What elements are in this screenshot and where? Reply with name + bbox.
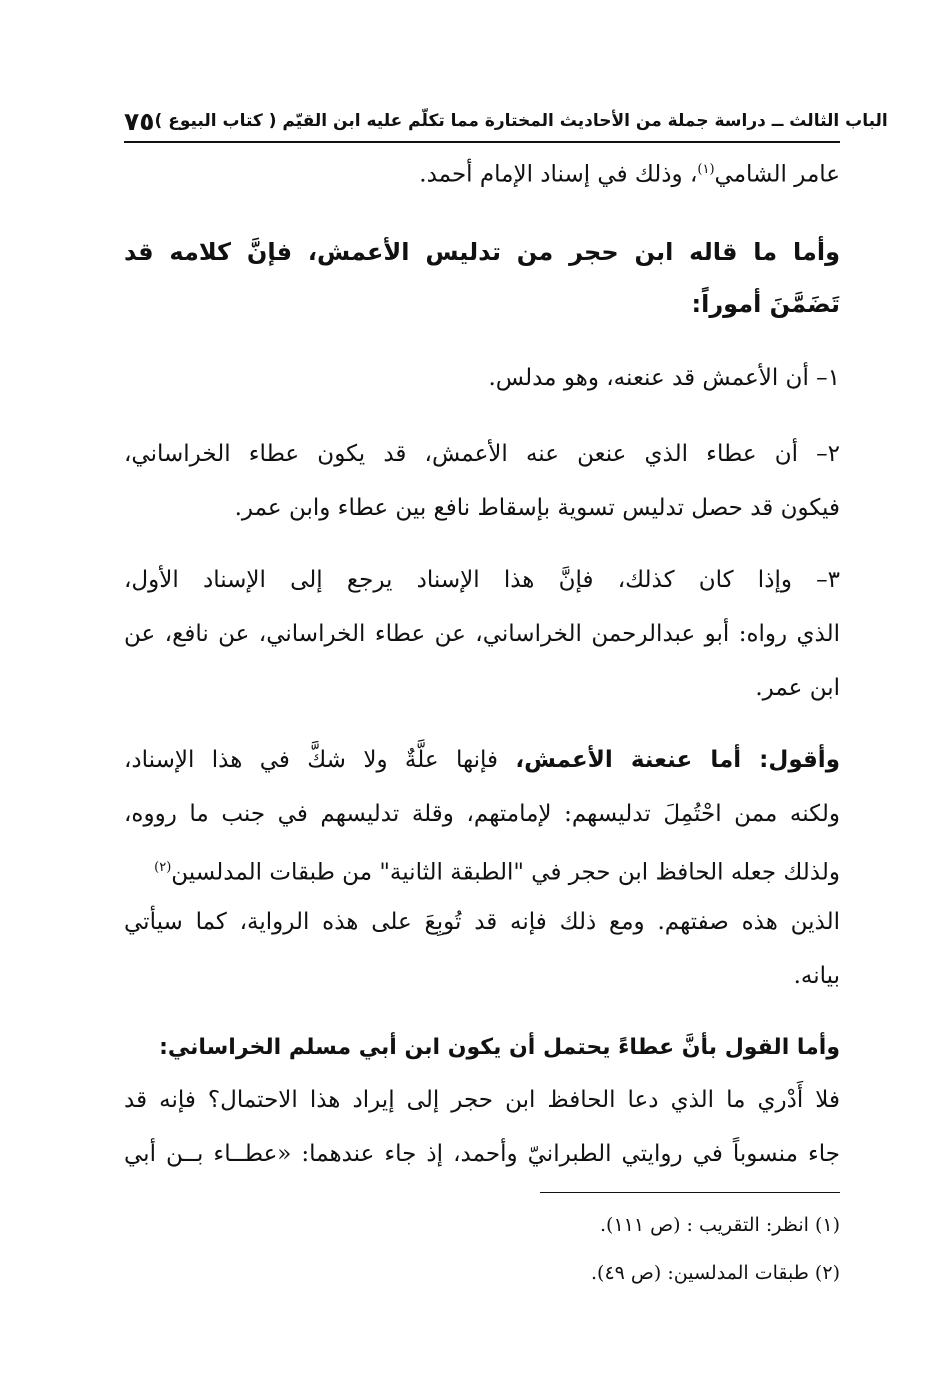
text-run: عامر الشامي: [714, 161, 840, 188]
bold-line: وأما ما قاله ابن حجر من تدليس الأعمش، فإنَّ كلامه قد: [124, 238, 840, 266]
text-line: جاء منسوباً في روايتي الطبرانيّ وأحمد، إذ جاء عندهما: «عطــاء بــن أبي: [124, 1141, 840, 1167]
bold-line: وأما القول بأنَّ عطاءً يحتمل أن يكون ابن أبي مسلم الخراساني:: [159, 1035, 840, 1060]
text-run: فإنها علَّةٌ ولا شكَّ في هذا الإسناد،: [124, 747, 516, 773]
text-line: ولكنه ممن احْتُمِلَ تدليسهم: لإمامتهم، وقلة تدليسهم في جنب ما رووه،: [124, 801, 840, 827]
header-rule: [124, 141, 840, 143]
text-line: ٢– أن عطاء الذي عنعن عنه الأعمش، قد يكون عطاء الخراساني،: [124, 441, 840, 467]
text-run: ولذلك جعله الحافظ ابن حجر في "الطبقة الثانية" من طبقات المدلسين: [171, 859, 840, 886]
bold-run: وأقول: أما عنعنة الأعمش،: [515, 747, 840, 773]
footnote-ref-1: (١): [697, 162, 715, 177]
footnote-2: (٢) طبقات المدلسين: (ص ٤٩).: [591, 1262, 840, 1284]
text-line: [124, 852, 840, 889]
page-header: [124, 100, 888, 142]
text-line: [124, 154, 840, 191]
text-line: فلا أَدْري ما الذي دعا الحافظ ابن حجر إلى إيراد هذا الاحتمال؟ فإنه قد: [124, 1087, 840, 1113]
page-number: ٧٥: [124, 106, 155, 136]
footnote-1: (١) انظر: التقريب : (ص ١١١).: [600, 1214, 840, 1236]
text-line: ١– أن الأعمش قد عنعنه، وهو مدلس.: [488, 365, 840, 391]
bold-line: تَضَمَّنَ أموراً:: [691, 290, 840, 318]
text-run: ، وذلك في إسناد الإمام أحمد.: [419, 161, 698, 188]
text-line: فيكون قد حصل تدليس تسوية بإسقاط نافع بين عطاء وابن عمر.: [234, 495, 840, 521]
text-line: الذي رواه: أبو عبدالرحمن الخراساني، عن عطاء الخراساني، عن نافع، عن: [124, 621, 840, 647]
text-line: بيانه.: [793, 963, 840, 989]
running-header-title: الباب الثالث ــ دراسة جملة من الأحاديث المختارة مما تكلّم عليه ابن القيّم ( كتاب البيوع ): [154, 111, 888, 131]
text-line: ٣– وإذا كان كذلك، فإنَّ هذا الإسناد يرجع إلى الإسناد الأول،: [124, 567, 840, 593]
text-line: [124, 744, 840, 776]
text-line: ابن عمر.: [755, 675, 840, 701]
footnote-ref-2: (٢): [154, 860, 172, 875]
footnote-rule: [540, 1192, 840, 1193]
text-line: الذين هذه صفتهم. ومع ذلك فإنه قد تُوبِعَ على هذه الرواية، كما سيأتي: [124, 909, 840, 935]
